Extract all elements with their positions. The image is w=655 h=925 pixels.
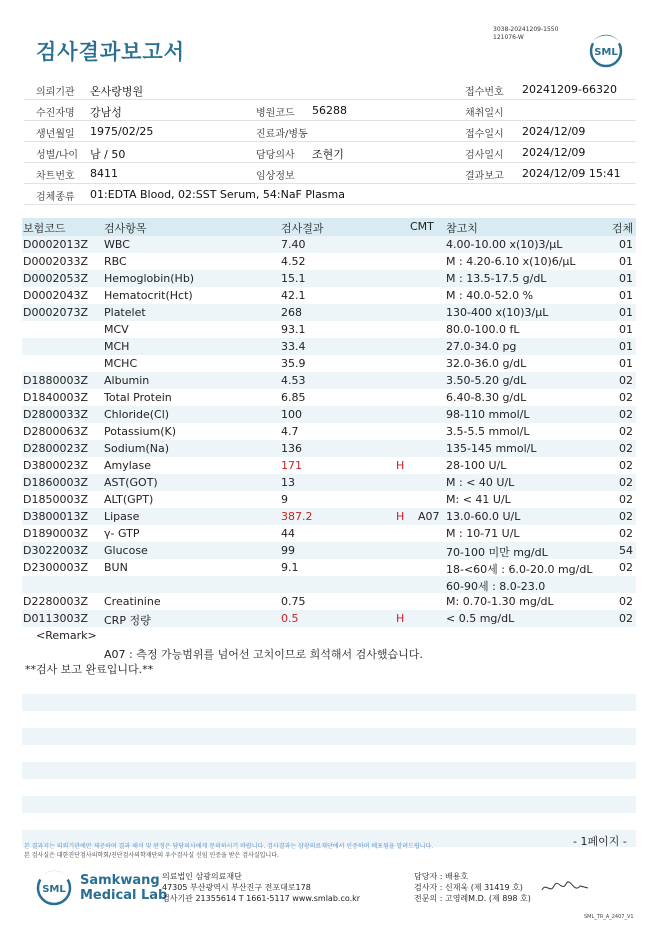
cell-code: D0002013Z	[23, 238, 88, 251]
cell-name: Glucose	[104, 544, 148, 557]
cell-name: MCHC	[104, 357, 138, 370]
cell-spec: 02	[619, 561, 633, 574]
sml-footer-logo-icon	[34, 870, 74, 906]
page-title: 검사결과보고서	[36, 40, 186, 64]
cell-name: MCH	[104, 340, 130, 353]
cell-ref: 130-400 x(10)3/μL	[446, 306, 549, 319]
cell-result: 4.53	[281, 374, 306, 387]
cell-result: 136	[281, 442, 302, 455]
remark-text: A07 : 측정 가능범위를 넘어선 고치이므로 희석해서 검사했습니다.	[104, 648, 423, 661]
report-date-value: 2024/12/09 15:41	[522, 167, 621, 180]
cell-cmt: A07	[418, 510, 440, 523]
cell-code: D3022003Z	[23, 544, 88, 557]
table-row	[22, 355, 636, 372]
cell-code: D1890003Z	[23, 527, 88, 540]
staff-tester: 검사자 : 신재욱 (제 31419 호)	[414, 883, 523, 892]
cell-code: D0113003Z	[23, 612, 88, 625]
cell-code: D2800023Z	[23, 442, 88, 455]
cell-code: D2800063Z	[23, 425, 88, 438]
cell-name: Amylase	[104, 459, 152, 472]
footer-logo-text: SML	[42, 884, 66, 895]
cell-spec: 02	[619, 612, 633, 625]
cell-result: 387.2	[281, 510, 313, 523]
table-row	[22, 593, 636, 610]
cell-spec: 02	[619, 425, 633, 438]
cell-spec: 01	[619, 255, 633, 268]
info-row	[24, 163, 636, 184]
org-name: 의료법인 삼광의료재단	[162, 872, 242, 881]
receipt-no-label: 접수번호	[465, 87, 504, 98]
results-table	[22, 236, 636, 627]
table-row	[22, 423, 636, 440]
cell-spec: 01	[619, 306, 633, 319]
cell-spec: 01	[619, 323, 633, 336]
remark-heading: <Remark>	[36, 629, 97, 642]
cell-name: Sodium(Na)	[104, 442, 169, 455]
cell-name: ALT(GPT)	[104, 493, 154, 506]
table-row	[22, 338, 636, 355]
dept-label: 진료과/병동	[256, 129, 308, 140]
doctor-value: 조현기	[312, 148, 344, 161]
cell-spec: 02	[619, 391, 633, 404]
test-date-label: 검사일시	[465, 150, 504, 161]
receipt-no-value: 20241209-66320	[522, 83, 617, 96]
cell-result: 7.40	[281, 238, 306, 251]
cell-ref: M: < 41 U/L	[446, 493, 511, 506]
clinical-label: 임상정보	[256, 171, 295, 182]
cell-ref: 80.0-100.0 fL	[446, 323, 520, 336]
brand-line-2: Medical Lab	[80, 888, 168, 903]
test-date-value: 2024/12/09	[522, 146, 586, 159]
cell-spec: 02	[619, 510, 633, 523]
cell-spec: 54	[619, 544, 633, 557]
specimen-label: 검체종류	[36, 192, 75, 203]
cell-result: 33.4	[281, 340, 306, 353]
cell-name: WBC	[104, 238, 130, 251]
cell-result: 4.7	[281, 425, 299, 438]
table-row	[22, 304, 636, 321]
cell-name: RBC	[104, 255, 127, 268]
cell-flag: H	[396, 510, 405, 523]
header-result: 검사결과	[281, 222, 324, 235]
table-row	[22, 508, 636, 525]
cell-code: D1880003Z	[23, 374, 88, 387]
hospital-code-label: 병원코드	[256, 108, 295, 119]
sex-age-label: 성별/나이	[36, 150, 79, 161]
table-row	[22, 372, 636, 389]
cell-result: 4.52	[281, 255, 306, 268]
cell-code: D1840003Z	[23, 391, 88, 404]
logo-text: SML	[594, 47, 618, 58]
cell-ref: 3.5-5.5 mmol/L	[446, 425, 530, 438]
cell-ref: 27.0-34.0 pg	[446, 340, 517, 353]
cell-ref: 70-100 미만 mg/dL	[446, 546, 548, 559]
cell-result: 100	[281, 408, 302, 421]
info-row	[24, 79, 636, 100]
cell-spec: 02	[619, 476, 633, 489]
institution-label: 의뢰기관	[36, 87, 75, 98]
cell-code: D0002073Z	[23, 306, 88, 319]
table-row	[22, 253, 636, 270]
chart-no-label: 차트번호	[36, 171, 75, 182]
report-date-label: 결과보고	[465, 171, 504, 182]
cell-ref: 3.50-5.20 g/dL	[446, 374, 527, 387]
cell-ref: 135-145 mmol/L	[446, 442, 537, 455]
footer-note-1: 본 결과지는 의뢰기관에만 제공하며 결과 해석 및 판정은 담당의사에게 문의하시기 바랍니다. 검사결과는 삼광의료재단에서 인증하며 배포됨을 알려드립니다.	[24, 843, 434, 850]
cell-flag: H	[396, 459, 405, 472]
cell-ref: M : 40.0-52.0 %	[446, 289, 534, 302]
cell-result: 0.75	[281, 595, 306, 608]
cell-name: BUN	[104, 561, 128, 574]
cell-result: 42.1	[281, 289, 306, 302]
cell-spec: 02	[619, 527, 633, 540]
cell-ref: < 0.5 mg/dL	[446, 612, 515, 625]
cell-ref: 32.0-36.0 g/dL	[446, 357, 527, 370]
cell-name: CRP 정량	[104, 614, 151, 627]
document-number-2: 121076-W	[493, 34, 524, 41]
chart-no-value: 8411	[90, 167, 118, 180]
brand-name	[80, 873, 167, 903]
results-table-header	[22, 218, 636, 236]
cell-result: 35.9	[281, 357, 306, 370]
org-address: 47305 부산광역시 부산진구 전포대로178	[162, 883, 311, 892]
cell-name: Hematocrit(Hct)	[104, 289, 193, 302]
table-row	[22, 440, 636, 457]
header-code: 보험코드	[23, 222, 66, 235]
birth-label: 생년월일	[36, 129, 75, 140]
cell-result: 15.1	[281, 272, 306, 285]
institution-value: 온사랑병원	[90, 85, 144, 98]
report-complete-text: **검사 보고 완료입니다.**	[25, 663, 154, 676]
cell-result: 93.1	[281, 323, 306, 336]
cell-spec: 01	[619, 238, 633, 251]
table-row	[22, 270, 636, 287]
empty-row	[22, 796, 636, 813]
cell-result: 0.5	[281, 612, 299, 625]
doctor-label: 담당의사	[256, 150, 295, 161]
patient-value: 강남성	[90, 106, 122, 119]
header-spec: 검체	[612, 222, 634, 235]
staff-manager: 담당자 : 배용호	[414, 872, 469, 881]
table-row	[22, 236, 636, 253]
table-row	[22, 287, 636, 304]
cell-ref: 6.40-8.30 g/dL	[446, 391, 527, 404]
info-row	[24, 184, 636, 205]
table-row	[22, 389, 636, 406]
cell-result: 13	[281, 476, 295, 489]
cell-code: D2800033Z	[23, 408, 88, 421]
table-row	[22, 321, 636, 338]
cell-name: Chloride(Cl)	[104, 408, 170, 421]
cell-result: 268	[281, 306, 302, 319]
cell-name: MCV	[104, 323, 129, 336]
cell-spec: 01	[619, 289, 633, 302]
patient-label: 수진자명	[36, 108, 75, 119]
empty-row	[22, 728, 636, 745]
cell-ref: M : 4.20-6.10 x(10)6/μL	[446, 255, 576, 268]
staff-specialist: 전문의 : 고영례M.D. (제 898 호)	[414, 894, 531, 903]
cell-ref: M : 13.5-17.5 g/dL	[446, 272, 547, 285]
table-row	[22, 610, 636, 627]
cell-name: Hemoglobin(Hb)	[104, 272, 195, 285]
cell-ref: M: 0.70-1.30 mg/dL	[446, 595, 554, 608]
cell-result: 44	[281, 527, 295, 540]
cell-code: D3800023Z	[23, 459, 88, 472]
cell-name: Albumin	[104, 374, 150, 387]
cell-result: 99	[281, 544, 295, 557]
specimen-value: 01:EDTA Blood, 02:SST Serum, 54:NaF Plasma	[90, 188, 345, 201]
hospital-code-value: 56288	[312, 104, 347, 117]
receipt-date-value: 2024/12/09	[522, 125, 586, 138]
footer-note-2: 본 검사실은 대한진단검사의학회/진단검사의학재단의 우수검사실 신임 인증을 받은 검사실입니다.	[24, 852, 279, 859]
cell-spec: 02	[619, 442, 633, 455]
org-info	[162, 871, 360, 904]
cell-name: Potassium(K)	[104, 425, 177, 438]
cell-ref: 28-100 U/L	[446, 459, 507, 472]
table-row	[22, 559, 636, 576]
cell-ref: 98-110 mmol/L	[446, 408, 530, 421]
cell-ref: M : < 40 U/L	[446, 476, 515, 489]
org-contact: 검사기관 21355614 T 1661-5117 www.smlab.co.kr	[162, 894, 361, 903]
signature-icon	[540, 880, 590, 896]
cell-result: 9.1	[281, 561, 299, 574]
cell-result: 9	[281, 493, 288, 506]
cell-ref: 4.00-10.00 x(10)3/μL	[446, 238, 563, 251]
birth-value: 1975/02/25	[90, 125, 154, 138]
info-row	[24, 142, 636, 163]
cell-code: D2300003Z	[23, 561, 88, 574]
cell-name: γ- GTP	[104, 527, 140, 540]
cell-code: D0002053Z	[23, 272, 88, 285]
cell-code: D0002033Z	[23, 255, 88, 268]
cell-code: D0002043Z	[23, 289, 88, 302]
header-ref: 참고치	[446, 222, 478, 235]
cell-flag: H	[396, 612, 405, 625]
cell-result: 171	[281, 459, 302, 472]
staff-info	[414, 871, 531, 904]
document-number	[493, 26, 558, 42]
cell-ref: 60-90세 : 8.0-23.0	[446, 580, 546, 593]
table-row	[22, 457, 636, 474]
cell-name: Platelet	[104, 306, 146, 319]
patient-info	[24, 79, 636, 205]
cell-spec: 02	[619, 408, 633, 421]
cell-code: D1850003Z	[23, 493, 88, 506]
table-row	[22, 406, 636, 423]
info-row	[24, 100, 636, 121]
cell-spec: 01	[619, 340, 633, 353]
document-number-1: 3038-20241209-1550	[493, 26, 559, 33]
cell-name: Total Protein	[104, 391, 172, 404]
cell-name: Creatinine	[104, 595, 161, 608]
form-code: SML_TR_A_2407_V1	[584, 914, 634, 920]
empty-row	[22, 762, 636, 779]
cell-result: 6.85	[281, 391, 306, 404]
cell-code: D3800013Z	[23, 510, 88, 523]
table-row	[22, 576, 636, 593]
cell-spec: 02	[619, 374, 633, 387]
cell-code: D1860003Z	[23, 476, 88, 489]
collect-date-label: 채취일시	[465, 108, 504, 119]
cell-code: D2280003Z	[23, 595, 88, 608]
table-row	[22, 542, 636, 559]
info-row	[24, 121, 636, 142]
empty-row	[22, 694, 636, 711]
sex-age-value: 남 / 50	[90, 148, 126, 161]
brand-line-1: Samkwang	[80, 873, 160, 888]
cell-spec: 01	[619, 272, 633, 285]
table-row	[22, 474, 636, 491]
cell-spec: 02	[619, 493, 633, 506]
cell-spec: 02	[619, 595, 633, 608]
header-name: 검사항목	[104, 222, 147, 235]
sml-logo-icon	[588, 34, 624, 68]
cell-ref: M : 10-71 U/L	[446, 527, 520, 540]
cell-ref: 13.0-60.0 U/L	[446, 510, 521, 523]
cell-name: Lipase	[104, 510, 140, 523]
table-row	[22, 525, 636, 542]
cell-spec: 01	[619, 357, 633, 370]
page-number: - 1페이지 -	[573, 835, 627, 848]
cell-ref: 18-<60세 : 6.0-20.0 mg/dL	[446, 563, 593, 576]
header-cmt: CMT	[410, 220, 434, 233]
cell-name: AST(GOT)	[104, 476, 158, 489]
cell-spec: 02	[619, 459, 633, 472]
receipt-date-label: 접수일시	[465, 129, 504, 140]
table-row	[22, 491, 636, 508]
